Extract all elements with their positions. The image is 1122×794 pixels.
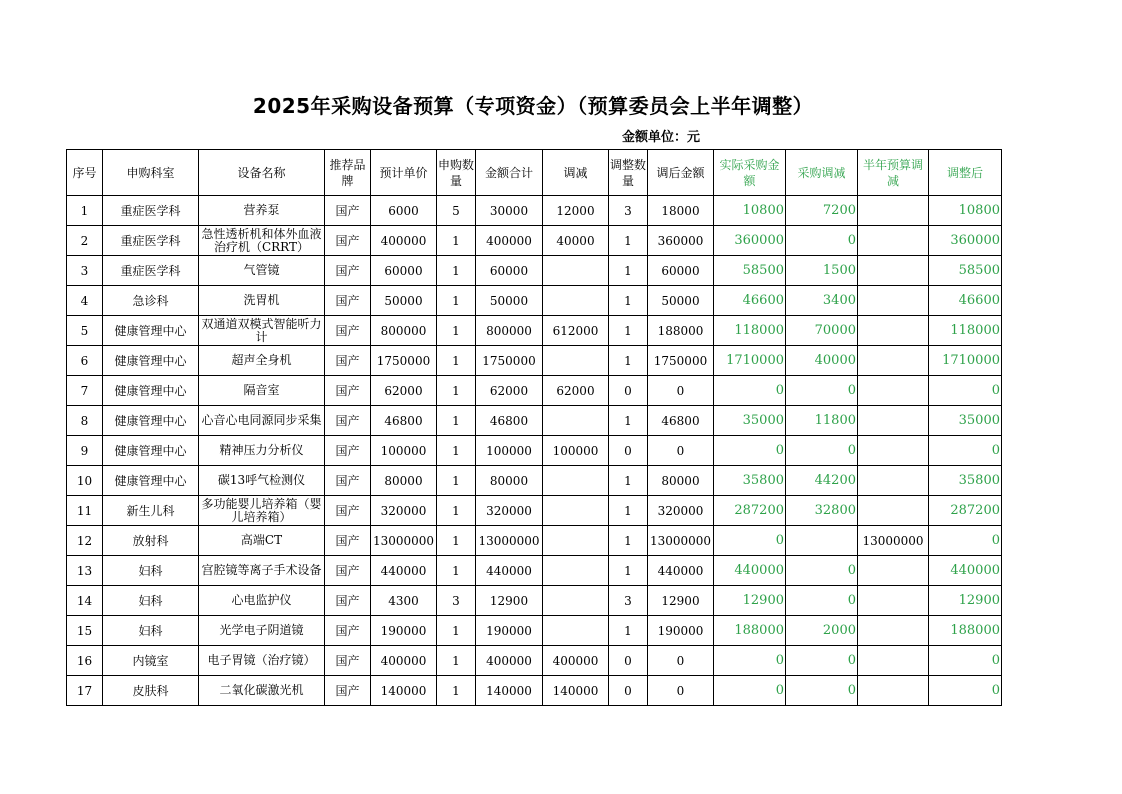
cell-reduce <box>543 586 609 616</box>
cell-actual: 0 <box>714 526 786 556</box>
table-row <box>67 676 1002 706</box>
cell-name: 隔音室 <box>199 376 325 406</box>
cell-reduce: 400000 <box>543 646 609 676</box>
cell-total: 80000 <box>476 466 543 496</box>
cell-name: 光学电子阴道镜 <box>199 616 325 646</box>
cell-name: 精神压力分析仪 <box>199 436 325 466</box>
cell-seq: 1 <box>67 196 103 226</box>
cell-price: 80000 <box>371 466 437 496</box>
cell-name: 洗胃机 <box>199 286 325 316</box>
cell-qty: 1 <box>437 616 476 646</box>
cell-dept: 新生儿科 <box>103 496 199 526</box>
cell-purchase-reduce: 1500 <box>786 256 858 286</box>
cell-adj-qty: 0 <box>609 376 648 406</box>
cell-dept: 健康管理中心 <box>103 466 199 496</box>
cell-dept: 皮肤科 <box>103 676 199 706</box>
cell-total: 62000 <box>476 376 543 406</box>
cell-final: 0 <box>929 526 1002 556</box>
cell-qty: 1 <box>437 526 476 556</box>
cell-final: 118000 <box>929 316 1002 346</box>
table-header-row <box>67 150 1002 196</box>
cell-seq: 12 <box>67 526 103 556</box>
cell-adj-qty: 1 <box>609 256 648 286</box>
cell-seq: 14 <box>67 586 103 616</box>
cell-brand: 国产 <box>325 376 371 406</box>
cell-qty: 1 <box>437 466 476 496</box>
cell-adj-amount: 12900 <box>648 586 714 616</box>
cell-qty: 1 <box>437 436 476 466</box>
cell-adj-qty: 1 <box>609 346 648 376</box>
cell-adj-qty: 0 <box>609 676 648 706</box>
cell-half-reduce <box>858 286 929 316</box>
cell-final: 35000 <box>929 406 1002 436</box>
cell-adj-amount: 46800 <box>648 406 714 436</box>
cell-purchase-reduce: 11800 <box>786 406 858 436</box>
header-name: 设备名称 <box>199 150 325 196</box>
cell-qty: 3 <box>437 586 476 616</box>
cell-adj-qty: 1 <box>609 526 648 556</box>
cell-actual: 0 <box>714 436 786 466</box>
cell-reduce <box>543 346 609 376</box>
cell-adj-qty: 1 <box>609 556 648 586</box>
cell-purchase-reduce: 32800 <box>786 496 858 526</box>
header-reduce: 调减 <box>543 150 609 196</box>
cell-actual: 46600 <box>714 286 786 316</box>
cell-total: 50000 <box>476 286 543 316</box>
cell-actual: 360000 <box>714 226 786 256</box>
table-row <box>67 586 1002 616</box>
cell-final: 12900 <box>929 586 1002 616</box>
cell-name: 气管镜 <box>199 256 325 286</box>
cell-final: 35800 <box>929 466 1002 496</box>
header-adj-qty: 调整数量 <box>609 150 648 196</box>
cell-total: 100000 <box>476 436 543 466</box>
header-half-reduce: 半年预算调减 <box>858 150 929 196</box>
cell-qty: 1 <box>437 406 476 436</box>
cell-adj-qty: 1 <box>609 466 648 496</box>
cell-dept: 内镜室 <box>103 646 199 676</box>
cell-adj-amount: 190000 <box>648 616 714 646</box>
cell-purchase-reduce: 44200 <box>786 466 858 496</box>
cell-half-reduce <box>858 466 929 496</box>
cell-dept: 重症医学科 <box>103 256 199 286</box>
cell-total: 400000 <box>476 646 543 676</box>
cell-name: 心音心电同源同步采集 <box>199 406 325 436</box>
cell-qty: 1 <box>437 646 476 676</box>
cell-seq: 15 <box>67 616 103 646</box>
cell-name: 宫腔镜等离子手术设备 <box>199 556 325 586</box>
cell-seq: 9 <box>67 436 103 466</box>
cell-adj-amount: 188000 <box>648 316 714 346</box>
cell-total: 190000 <box>476 616 543 646</box>
cell-total: 440000 <box>476 556 543 586</box>
cell-qty: 1 <box>437 676 476 706</box>
cell-dept: 急诊科 <box>103 286 199 316</box>
cell-price: 50000 <box>371 286 437 316</box>
cell-final: 46600 <box>929 286 1002 316</box>
table-row <box>67 526 1002 556</box>
cell-adj-qty: 3 <box>609 586 648 616</box>
cell-seq: 6 <box>67 346 103 376</box>
amount-unit-label: 金额单位：元 <box>622 130 701 145</box>
cell-half-reduce <box>858 646 929 676</box>
cell-adj-qty: 0 <box>609 646 648 676</box>
cell-total: 60000 <box>476 256 543 286</box>
cell-brand: 国产 <box>325 406 371 436</box>
cell-price: 46800 <box>371 406 437 436</box>
cell-final: 287200 <box>929 496 1002 526</box>
cell-brand: 国产 <box>325 586 371 616</box>
cell-adj-qty: 1 <box>609 286 648 316</box>
cell-brand: 国产 <box>325 346 371 376</box>
cell-dept: 健康管理中心 <box>103 376 199 406</box>
header-qty: 申购数量 <box>437 150 476 196</box>
cell-adj-qty: 1 <box>609 496 648 526</box>
cell-price: 62000 <box>371 376 437 406</box>
cell-qty: 1 <box>437 496 476 526</box>
header-final: 调整后 <box>929 150 1002 196</box>
cell-half-reduce <box>858 436 929 466</box>
cell-half-reduce <box>858 316 929 346</box>
table-row <box>67 406 1002 436</box>
cell-adj-qty: 3 <box>609 196 648 226</box>
cell-brand: 国产 <box>325 616 371 646</box>
table-row <box>67 226 1002 256</box>
cell-final: 188000 <box>929 616 1002 646</box>
cell-purchase-reduce: 0 <box>786 226 858 256</box>
cell-seq: 3 <box>67 256 103 286</box>
cell-brand: 国产 <box>325 526 371 556</box>
cell-final: 440000 <box>929 556 1002 586</box>
cell-actual: 35000 <box>714 406 786 436</box>
cell-seq: 2 <box>67 226 103 256</box>
table-row <box>67 196 1002 226</box>
cell-adj-amount: 1750000 <box>648 346 714 376</box>
cell-adj-amount: 13000000 <box>648 526 714 556</box>
cell-actual: 58500 <box>714 256 786 286</box>
cell-adj-amount: 0 <box>648 646 714 676</box>
cell-qty: 1 <box>437 286 476 316</box>
cell-purchase-reduce: 0 <box>786 646 858 676</box>
cell-price: 60000 <box>371 256 437 286</box>
cell-dept: 妇科 <box>103 616 199 646</box>
table-row <box>67 286 1002 316</box>
cell-adj-amount: 80000 <box>648 466 714 496</box>
cell-purchase-reduce: 0 <box>786 436 858 466</box>
cell-final: 0 <box>929 376 1002 406</box>
cell-qty: 1 <box>437 316 476 346</box>
cell-name: 急性透析机和体外血液治疗机（CRRT） <box>199 226 325 256</box>
cell-reduce <box>543 556 609 586</box>
cell-brand: 国产 <box>325 646 371 676</box>
table-row <box>67 496 1002 526</box>
cell-dept: 放射科 <box>103 526 199 556</box>
cell-half-reduce <box>858 676 929 706</box>
cell-brand: 国产 <box>325 316 371 346</box>
cell-actual: 10800 <box>714 196 786 226</box>
cell-dept: 健康管理中心 <box>103 346 199 376</box>
cell-brand: 国产 <box>325 436 371 466</box>
cell-brand: 国产 <box>325 496 371 526</box>
cell-brand: 国产 <box>325 466 371 496</box>
cell-reduce <box>543 496 609 526</box>
cell-half-reduce <box>858 556 929 586</box>
cell-reduce <box>543 466 609 496</box>
table-row <box>67 316 1002 346</box>
cell-total: 30000 <box>476 196 543 226</box>
cell-purchase-reduce: 0 <box>786 586 858 616</box>
cell-purchase-reduce: 2000 <box>786 616 858 646</box>
cell-adj-amount: 50000 <box>648 286 714 316</box>
cell-seq: 11 <box>67 496 103 526</box>
cell-dept: 健康管理中心 <box>103 316 199 346</box>
cell-final: 0 <box>929 646 1002 676</box>
table-row <box>67 556 1002 586</box>
cell-qty: 1 <box>437 346 476 376</box>
cell-total: 46800 <box>476 406 543 436</box>
cell-dept: 重症医学科 <box>103 226 199 256</box>
cell-total: 1750000 <box>476 346 543 376</box>
cell-reduce: 62000 <box>543 376 609 406</box>
cell-half-reduce <box>858 226 929 256</box>
cell-brand: 国产 <box>325 226 371 256</box>
cell-half-reduce <box>858 586 929 616</box>
cell-half-reduce: 13000000 <box>858 526 929 556</box>
cell-price: 4300 <box>371 586 437 616</box>
cell-actual: 0 <box>714 376 786 406</box>
cell-brand: 国产 <box>325 676 371 706</box>
cell-adj-amount: 360000 <box>648 226 714 256</box>
cell-price: 800000 <box>371 316 437 346</box>
cell-adj-qty: 0 <box>609 436 648 466</box>
cell-name: 双通道双模式智能听力计 <box>199 316 325 346</box>
cell-final: 0 <box>929 676 1002 706</box>
cell-adj-qty: 1 <box>609 616 648 646</box>
cell-adj-amount: 0 <box>648 436 714 466</box>
cell-seq: 17 <box>67 676 103 706</box>
cell-reduce: 100000 <box>543 436 609 466</box>
cell-name: 心电监护仪 <box>199 586 325 616</box>
cell-purchase-reduce: 0 <box>786 556 858 586</box>
cell-final: 360000 <box>929 226 1002 256</box>
cell-adj-amount: 0 <box>648 376 714 406</box>
cell-actual: 35800 <box>714 466 786 496</box>
cell-half-reduce <box>858 256 929 286</box>
cell-seq: 10 <box>67 466 103 496</box>
cell-half-reduce <box>858 616 929 646</box>
header-purchase-reduce: 采购调减 <box>786 150 858 196</box>
cell-dept: 妇科 <box>103 586 199 616</box>
cell-adj-amount: 60000 <box>648 256 714 286</box>
cell-reduce: 40000 <box>543 226 609 256</box>
cell-total: 400000 <box>476 226 543 256</box>
header-adj-amount: 调后金额 <box>648 150 714 196</box>
cell-final: 58500 <box>929 256 1002 286</box>
cell-total: 320000 <box>476 496 543 526</box>
cell-price: 6000 <box>371 196 437 226</box>
cell-seq: 8 <box>67 406 103 436</box>
cell-brand: 国产 <box>325 286 371 316</box>
header-price: 预计单价 <box>371 150 437 196</box>
table-row <box>67 346 1002 376</box>
cell-total: 140000 <box>476 676 543 706</box>
cell-actual: 12900 <box>714 586 786 616</box>
cell-final: 0 <box>929 436 1002 466</box>
cell-dept: 妇科 <box>103 556 199 586</box>
cell-qty: 5 <box>437 196 476 226</box>
cell-qty: 1 <box>437 376 476 406</box>
cell-adj-amount: 18000 <box>648 196 714 226</box>
cell-price: 100000 <box>371 436 437 466</box>
cell-purchase-reduce <box>786 526 858 556</box>
cell-actual: 188000 <box>714 616 786 646</box>
cell-actual: 118000 <box>714 316 786 346</box>
cell-reduce <box>543 286 609 316</box>
cell-brand: 国产 <box>325 556 371 586</box>
cell-adj-amount: 440000 <box>648 556 714 586</box>
cell-name: 营养泵 <box>199 196 325 226</box>
table-row <box>67 376 1002 406</box>
cell-price: 140000 <box>371 676 437 706</box>
cell-dept: 健康管理中心 <box>103 436 199 466</box>
cell-adj-amount: 320000 <box>648 496 714 526</box>
cell-adj-qty: 1 <box>609 316 648 346</box>
cell-dept: 健康管理中心 <box>103 406 199 436</box>
cell-seq: 5 <box>67 316 103 346</box>
cell-half-reduce <box>858 406 929 436</box>
budget-table <box>66 149 1002 706</box>
cell-price: 440000 <box>371 556 437 586</box>
cell-adj-amount: 0 <box>648 676 714 706</box>
cell-purchase-reduce: 0 <box>786 676 858 706</box>
cell-seq: 7 <box>67 376 103 406</box>
cell-actual: 0 <box>714 646 786 676</box>
cell-name: 电子胃镜（治疗镜） <box>199 646 325 676</box>
cell-adj-qty: 1 <box>609 406 648 436</box>
cell-half-reduce <box>858 376 929 406</box>
cell-purchase-reduce: 7200 <box>786 196 858 226</box>
cell-purchase-reduce: 0 <box>786 376 858 406</box>
cell-price: 400000 <box>371 646 437 676</box>
table-row <box>67 436 1002 466</box>
cell-half-reduce <box>858 346 929 376</box>
cell-total: 13000000 <box>476 526 543 556</box>
cell-half-reduce <box>858 496 929 526</box>
cell-reduce <box>543 256 609 286</box>
table-row <box>67 616 1002 646</box>
cell-actual: 287200 <box>714 496 786 526</box>
cell-reduce: 612000 <box>543 316 609 346</box>
cell-name: 多功能婴儿培养箱（婴儿培养箱） <box>199 496 325 526</box>
cell-final: 10800 <box>929 196 1002 226</box>
cell-purchase-reduce: 70000 <box>786 316 858 346</box>
cell-seq: 16 <box>67 646 103 676</box>
cell-actual: 440000 <box>714 556 786 586</box>
cell-price: 320000 <box>371 496 437 526</box>
table-body <box>67 196 1002 706</box>
cell-reduce <box>543 406 609 436</box>
cell-total: 12900 <box>476 586 543 616</box>
cell-seq: 4 <box>67 286 103 316</box>
cell-price: 190000 <box>371 616 437 646</box>
cell-reduce: 140000 <box>543 676 609 706</box>
cell-reduce <box>543 526 609 556</box>
cell-price: 1750000 <box>371 346 437 376</box>
cell-final: 1710000 <box>929 346 1002 376</box>
cell-half-reduce <box>858 196 929 226</box>
cell-qty: 1 <box>437 556 476 586</box>
header-actual: 实际采购金额 <box>714 150 786 196</box>
cell-name: 高端CT <box>199 526 325 556</box>
header-dept: 申购科室 <box>103 150 199 196</box>
cell-purchase-reduce: 40000 <box>786 346 858 376</box>
page-title: 2025年采购设备预算（专项资金）（预算委员会上半年调整） <box>252 94 814 118</box>
cell-price: 400000 <box>371 226 437 256</box>
cell-brand: 国产 <box>325 196 371 226</box>
cell-total: 800000 <box>476 316 543 346</box>
header-brand: 推荐品牌 <box>325 150 371 196</box>
header-seq: 序号 <box>67 150 103 196</box>
cell-dept: 重症医学科 <box>103 196 199 226</box>
cell-brand: 国产 <box>325 256 371 286</box>
cell-name: 碳13呼气检测仪 <box>199 466 325 496</box>
table-row <box>67 466 1002 496</box>
cell-qty: 1 <box>437 256 476 286</box>
cell-actual: 0 <box>714 676 786 706</box>
cell-reduce: 12000 <box>543 196 609 226</box>
cell-seq: 13 <box>67 556 103 586</box>
cell-name: 超声全身机 <box>199 346 325 376</box>
cell-actual: 1710000 <box>714 346 786 376</box>
cell-price: 13000000 <box>371 526 437 556</box>
cell-name: 二氧化碳激光机 <box>199 676 325 706</box>
cell-purchase-reduce: 3400 <box>786 286 858 316</box>
cell-qty: 1 <box>437 226 476 256</box>
header-total: 金额合计 <box>476 150 543 196</box>
table-row <box>67 646 1002 676</box>
cell-reduce <box>543 616 609 646</box>
table-row <box>67 256 1002 286</box>
cell-adj-qty: 1 <box>609 226 648 256</box>
